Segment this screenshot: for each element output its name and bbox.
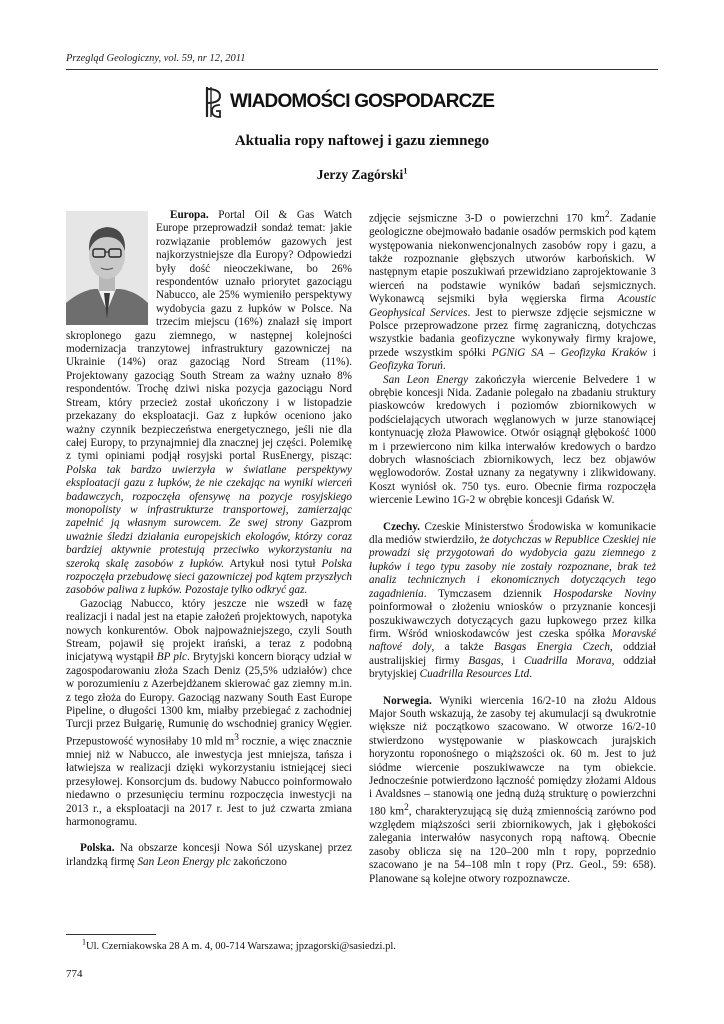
superscript: 2: [404, 802, 409, 813]
company-name: San Leon Energy: [383, 373, 469, 386]
pg-logo-icon: [200, 85, 222, 119]
text: i: [646, 346, 656, 359]
company-name: PGNiG SA – Geofizyka Kraków: [491, 346, 647, 359]
author-name: Jerzy Zagórski: [316, 167, 404, 182]
quote: Polska rozpoczęła przebudowę sieci gazowniczej pod kątem przyszłych zasobów paliwa z łupków. Pozostaje tylko odkryć gaz.: [66, 557, 352, 597]
footnote-text: Ul. Czerniakowska 28 A m. 4, 00-714 Warszawa; jpzagorski@sasiedzi.pl.: [86, 941, 396, 952]
text: Wyniki wiercenia 16/2-10 na złożu Aldous Major South wskazują, że zasoby tej akumulacji są dwukrotnie większe niż początkowo szacowano. W otworze 16/2-10 stwierdzono występowanie w piaskowcach jurajskich horyzontu roponośnego o miąższości ok. 60 m. Jest to już siódme wiercenie poszukiwawcze na tym obiekcie. Jednocześnie potwierdzono łączność pomiędzy złożami Aldous i Avaldsnes – stanowią one jedną dużą strukturę o powierzchni 180 km: [369, 694, 656, 818]
section-heading: [200, 84, 494, 120]
company-name: BP plc: [156, 651, 187, 664]
company-name: Cuadrilla Morava: [523, 654, 612, 667]
text: , charakteryzującą się dużą zmiennością zarówno pod względem miąższości serii zbiornikowych, jak i głębokości zalegania interwałów nasyconych ropą naftową. Obecnie zasoby oblicza się na 120–200 mln t ropy, poprzednio szacowano je na 54–108 mln t ropy (Prz. Geol., 59: 658). Planowane są kolejne otwory rozpoznawcze.: [369, 805, 657, 885]
text: . Brytyjski koncern biorący udział w zagospodarowaniu złoża Szach Deniz (25,5% udziałów) chce w porozumieniu z Azerbejdżanem skierować gaz ziemny m.in. z tego złoża do Europy. Gazociąg nazwany South East Europe Pipeline, o długości 1300 km, miałby przebiegać z zachodniej Turcji przez Bułgarię, Rumunię do wschodniej granicy Węgier. Przepustowość wynosiłaby 10 mld m: [66, 651, 352, 748]
journal-header: Przegląd Geologiczny, vol. 59, nr 12, 2011: [66, 53, 246, 64]
company-name: Acoustic Geophysical Services: [369, 293, 656, 319]
text: zakończono: [230, 855, 287, 868]
right-column: [369, 209, 656, 886]
article-author: [66, 167, 658, 183]
company-name: Moravské naftové doly: [369, 627, 656, 654]
text: Na obszarze koncesji Nowa Sól uzyskanej przez irlandzką firmę: [66, 842, 352, 868]
text: .: [529, 668, 533, 681]
paragraph: [369, 209, 656, 374]
text: , a także: [431, 641, 494, 654]
quote: uważnie śledzi działania europejskich ekologów, którzy coraz bardziej aktywnie protestują przeciwko wykorzystaniu na szeroką skalę zasobów z łupków.: [66, 530, 352, 570]
author-portrait-icon: [66, 211, 148, 325]
paragraph: [369, 521, 656, 682]
company-name: Basgas: [468, 654, 501, 667]
company-name: Geofizyka Toruń: [369, 360, 443, 373]
text: Gazociąg Nabucco, który jeszcze nie wszedł w fazę realizacji i nadal jest na etapie założeń projektowych, napotyka nowych konkurentów. Obok najpoważniejszego, czyli South Stream, pojawił się projekt irański, a teraz z podobną inicjatywą wystąpił: [66, 597, 352, 664]
superscript: 2: [604, 210, 610, 220]
text: . Zadanie geologiczne obejmowało badanie osadów permskich pod kątem występowania niekonwencjonalnych zasobów ropy i gazu, a także rozpoznanie głębszych utworów karbońskich. W następnym etapie poszukiwań przewidziano zaprojektowanie 3 wierceń na podstawie wyników badań sejsmicznych. Wykonawcą sejsmiki była węgierska firma: [369, 212, 656, 306]
text: poinformował o złożeniu wniosków o przyznanie koncesji poszukiwawczych dotyczących gazu łupkowego przez kilka firm. Wśród wnioskodawców jest czeska spółka: [369, 601, 656, 640]
region-lead: Norwegia.: [383, 694, 432, 707]
paragraph: [369, 695, 656, 886]
company-name: Basgas Energia Czech: [493, 641, 610, 654]
footnote-mark: 1: [82, 937, 86, 947]
text: , i: [500, 654, 524, 667]
text: rocznie, a więc znacznie mniej niż w Nabucco, ale inwestycja jest mniejsza, tańsza i łatwiejsza w realizacji dzięki wykorzystaniu istniejącej sieci przesyłowej. Konsorcjum ds. budowy Nabucco poinformowało niedawno o przesunięciu terminu rozpoczęcia inwestycji na 2013 r., a eksploatacji na 2017 r. Jest to już czwarta zmiana harmonogramu.: [66, 735, 352, 829]
author-footnote-mark: 1: [403, 166, 408, 176]
left-column: [66, 209, 352, 869]
text: .: [442, 360, 446, 373]
footnote: [66, 937, 658, 952]
superscript: 3: [234, 732, 239, 743]
header-divider: [66, 69, 658, 70]
quote: dotychczas w Republice Czeskiej nie prowadzi się przygotowań do wydobycia gazu ziemnego z łupków i tego typu zasoby nie zostały rozpoznane, brak też analiz technicznych i ekonomicznych dotyczących tego zagadnienia: [369, 534, 656, 600]
company-name: Cuadrilla Resources Ltd: [419, 668, 530, 681]
region-lead: Czechy.: [383, 520, 420, 533]
paragraph: [66, 842, 352, 869]
text: Portal Oil & Gas Watch Europe przeprowadził sondaż temat: jakie rozwiązanie problemów gazowych jest najkorzystniejsze dla Europy? Odpowiedzi były dość nieoczekiwane, bo 26% respondentów uznało priorytet gazociągu Nabucco, ale 25% wymieniło perspektywy wydobycia gazu z łupków w Polsce. Na trzecim miejscu (16%) znalazł się import skroplonego gazu ziemnego, w następnej kolejności modernizacja tranzytowej infrastruktury gazowniczej na Ukrainie (14%) oraz gazociąg Nord Stream (11%). Projektowany gazociąg South Stream za ważny uznało 8% respondentów. Trochę dziwi niska pozycja gazociągu Nord Stream, który przecież został ukończony i w listopadzie przekazany do eksploatacji. Gaz z łupków oceniono jako ważny czynnik bezpieczeństwa energetycznego, jeśli nie dla całej Europy, to przynajmniej dla znacznej jej części. Polemikę z tymi opiniami podjął rosyjski portal RusEnergy, pisząc:: [66, 209, 352, 463]
text: Artykuł nosi tytuł: [224, 557, 322, 570]
page-number: 774: [66, 968, 83, 980]
section-title: WIADOMOŚCI GOSPODARCZE: [230, 91, 495, 112]
text: zdjęcie sejsmiczne 3-D o powierzchni 170 km: [369, 212, 605, 225]
text: zakończyła wiercenie Belvedere 1 w obrębie koncesji Nida. Zadanie polegało na zbadaniu struktury piaskowców kredowych i poziomów zbiornikowych w podścielających utworach węglanowych w jurze stanowiącej kontynuację złoża Pławowice. Otwór osiągnął głębokość 1000 m i przewiercono nim kilka interwałów kredowych o bardzo dobrych własnościach zbiornikowych, lecz bez objawów węglowodorów. Został uznany za negatywny i zlikwidowany. Koszt wyniósł ok. 750 tys. euro. Obecnie firma rozpoczęła wiercenie Lewino 1G-2 w obrębie koncesji Gdańsk W.: [369, 373, 657, 507]
footnote-divider: [66, 934, 156, 935]
region-lead: Europa.: [170, 209, 209, 221]
paragraph: [66, 598, 352, 830]
company-name: Hospodarske Noviny: [553, 587, 656, 600]
text: . Jest to pierwsze zdjęcie sejsmiczne w Polsce przeprowadzone przez firmę zagraniczną, dotychczas wszystkie badania geofizyczne wykonywały firmy krajowe, przede wszystkim spółki: [369, 306, 656, 359]
quote: Polska tak bardzo uwierzyła w światlane perspektywy eksploatacji gazu z łupków, że nie czekając na wyniki wierceń badawczych, rozpoczęła ofensywę na pozycje rosyjskiego monopolisty w infrastrukturze transportowej, zamierzając zapełnić ją własnym surowcem. Ze swej strony: [66, 463, 352, 530]
text: Czeskie Ministerstwo Środowiska w komunikacie dla mediów stwierdziło, że: [369, 520, 656, 547]
text: , oddział australijskiej firmy: [369, 641, 656, 667]
region-lead: Polska.: [80, 842, 115, 855]
company-name: San Leon Energy plc: [137, 855, 231, 868]
text: , oddział brytyjskiej: [369, 654, 657, 681]
article-title: Aktualia ropy naftowej i gazu ziemnego: [234, 133, 490, 149]
paragraph: [369, 374, 656, 508]
text: . Tymczasem dziennik: [423, 587, 554, 600]
text: Gazprom: [302, 517, 352, 530]
